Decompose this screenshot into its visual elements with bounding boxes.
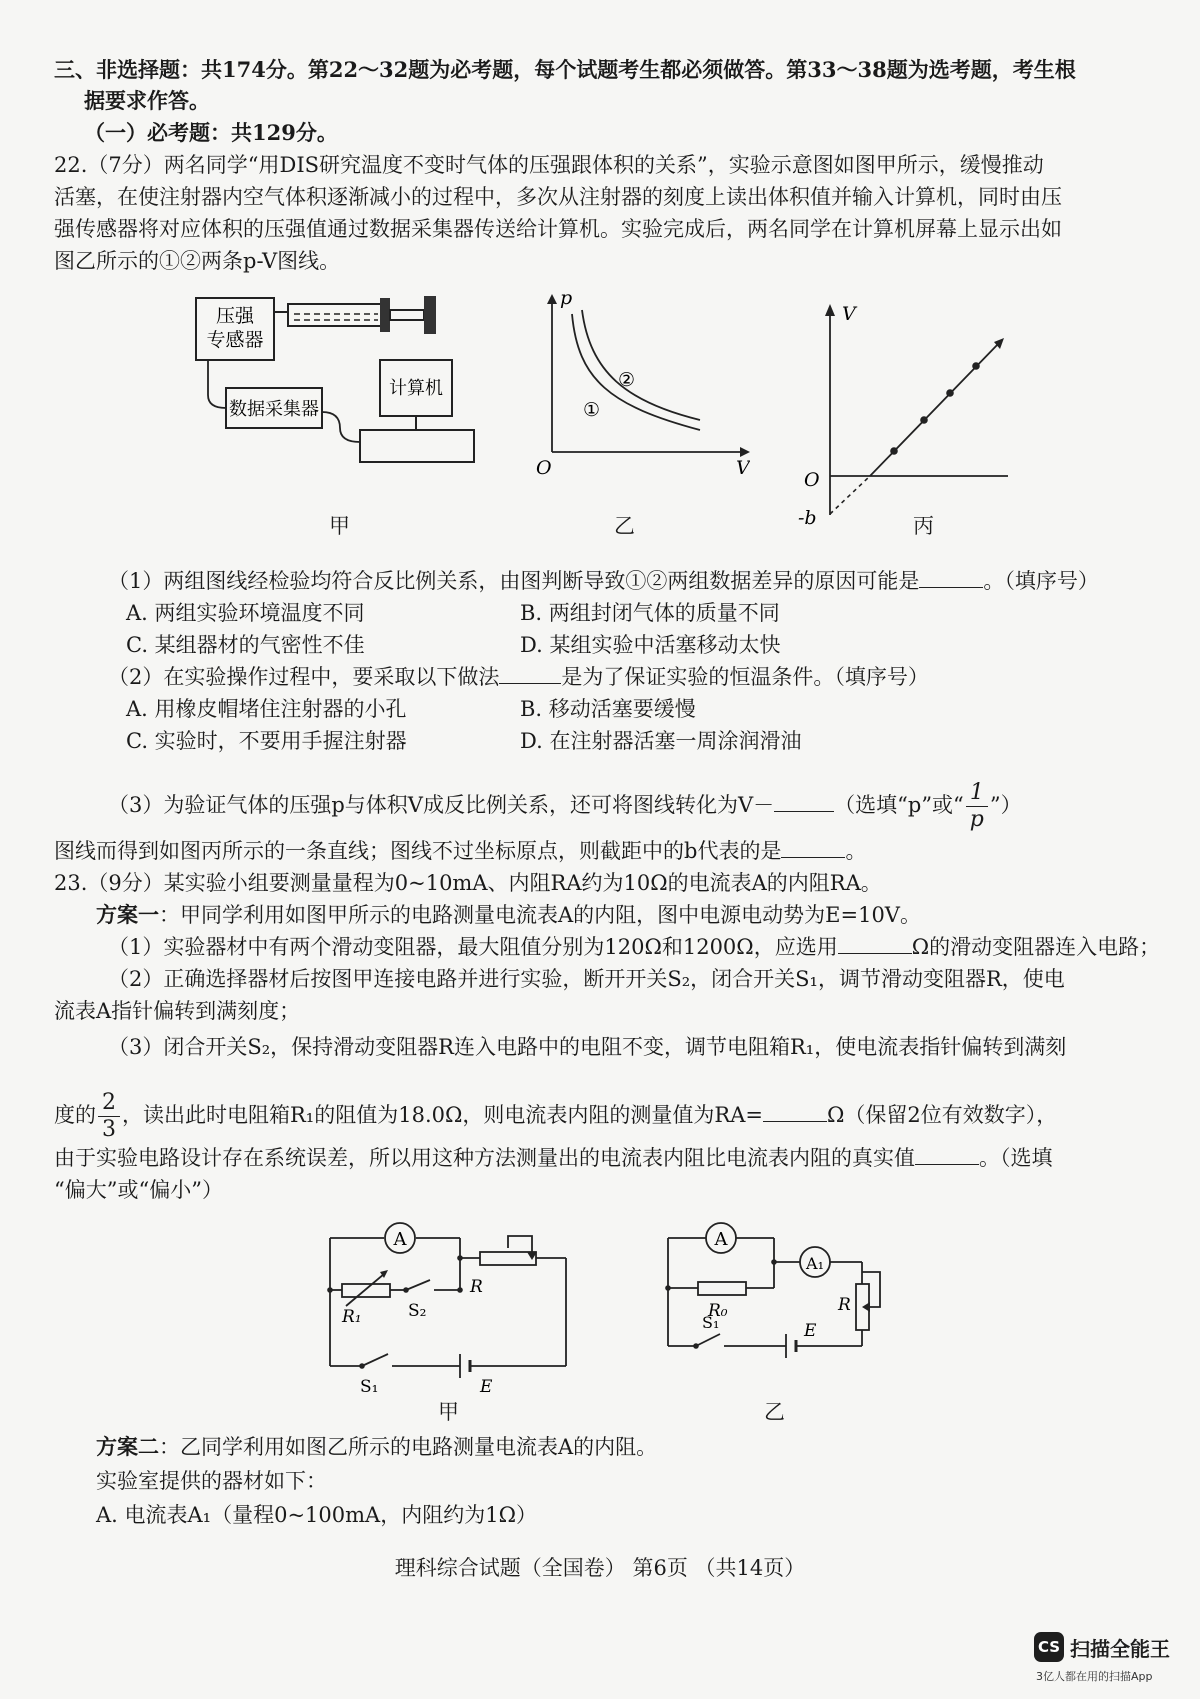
resistor-box-r1-label: R₁ [342,1307,362,1327]
ammeter-a1-label: A₁ [806,1254,824,1273]
fraction-numerator: 1 [966,780,988,807]
q22-part1-text: （1）两组图线经检验均符合反比例关系，由图判断导致①②两组数据差异的原因可能是 [108,569,920,593]
answer-blank[interactable] [915,1144,979,1165]
fraction-one-over-p [966,780,988,833]
q23-step1 [108,932,1160,962]
switch-s1-label: S₁ [360,1377,379,1397]
step1-tail: Ω的滑动变阻器连入电路； [911,935,1161,959]
switch-s2 [406,1280,430,1290]
v-axis-label: V [842,303,856,325]
q22-part3-line2-tail: 。 [845,839,867,863]
q22-part1-option-b: B. 两组封闭气体的质量不同 [520,601,780,625]
plan1-text: ：甲同学利用如图甲所示的电路测量电流表A的内阻，图中电源电动势为E=10V。 [159,903,921,927]
curve-2-label: ② [618,369,636,391]
fraction-two-thirds [98,1090,120,1143]
q23-step3-line1: （3）闭合开关S₂，保持滑动变阻器R连入电路中的电阻不变，调节电阻箱R₁，使电流表指针偏转到满刻 [108,1035,1067,1059]
figure-bing-graph [790,300,1030,540]
figure-jia-caption: 甲 [329,514,350,538]
answer-blank[interactable] [499,663,561,684]
q22-part2-option-a: A. 用橡皮帽堵住注射器的小孔 [126,697,407,721]
q22-part2-option-b: B. 移动活塞要缓慢 [520,697,696,721]
circuit-yi-caption: 乙 [764,1400,785,1424]
q22-part3-choice: （选填“p”或“ [834,793,964,817]
origin-label: O [804,469,820,491]
q22-part2-stem [108,662,929,692]
origin-label: O [536,457,552,479]
rheostat-r [480,1252,536,1265]
step1-text: （1）实验器材中有两个滑动变阻器，最大阻值分别为120Ω和1200Ω，应选用 [108,935,838,959]
q22-stem-line1: 22.（7分）两名同学“用DIS研究温度不变时气体的压强跟体积的关系”，实验示意图如图甲所示，缓慢推动 [54,153,1044,177]
section-heading-line1: 三、非选择题：共174分。第22～32题为必考题，每个试题考生都必须做答。第33～38题为选考题，考生根 [54,57,1076,82]
circuit-jia-caption: 甲 [438,1400,459,1424]
step3-text-c: Ω（保留2位有效数字）， [826,1103,1058,1127]
plan1-label: 方案一 [96,902,159,927]
intercept-label: -b [798,507,817,529]
computer-label: 计算机 [389,378,443,399]
q23-step3-line4: “偏大”或“偏小”） [54,1178,223,1202]
answer-blank[interactable] [781,837,845,858]
q23-step2-line1: （2）正确选择器材后按图甲连接电路并进行实验，断开开关S₂，闭合开关S₁，调节滑动变阻器R，使电 [108,967,1065,991]
step3-text-d: 由于实验电路设计存在系统误差，所以用这种方法测量出的电流表内阻比电流表内阻的真实值 [54,1146,915,1170]
camscanner-logo: CS [1034,1632,1064,1662]
q23-step2-line2: 流表A指针偏转到满刻度； [54,999,301,1023]
sensor-label-line1: 压强 [215,305,255,327]
data-point [946,389,954,397]
resistor-r0 [698,1282,746,1295]
ammeter-a-label: A [714,1229,728,1250]
figure-jia-apparatus [190,290,490,510]
q23-plan2 [96,1432,657,1462]
rheostat-r-label: R [838,1295,851,1315]
answer-blank[interactable] [919,567,983,588]
plan2-label: 方案二 [96,1434,159,1459]
figure-yi-pv-graph [530,290,750,490]
resistor-box-r1 [342,1284,390,1297]
q23-equipment-intro: 实验室提供的器材如下： [96,1469,327,1493]
q22-part2-text: （2）在实验操作过程中，要采取以下做法 [108,665,500,689]
q22-part2-option-d: D. 在注射器活塞一周涂润滑油 [520,729,802,753]
camscanner-name: 扫描全能王 [1070,1637,1170,1661]
q22-part3-close: ”） [989,793,1022,817]
battery-e-label: E [480,1377,493,1397]
step3-text-e: 。（选填 [979,1146,1053,1170]
syringe [274,296,436,334]
data-point [972,362,980,370]
data-point [920,416,928,424]
q23-step3-line2 [54,1090,1057,1143]
curve-1-label: ① [583,399,601,421]
q22-stem-line4: 图乙所示的①②两条p-V图线。 [54,249,341,273]
q22-part2-tail: 是为了保证实验的恒温条件。（填序号） [561,665,929,689]
p-axis-label: p [560,290,573,309]
q22-part1-tail: 。（填序号） [983,569,1099,593]
q22-stem-line3: 强传感器将对应体积的压强值通过数据采集器传送给计算机。实验完成后，两名同学在计算机屏幕上显示出如 [54,217,1062,241]
fraction-denominator: p [969,807,984,832]
data-line [870,342,1000,476]
q22-part1-option-d: D. 某组实验中活塞移动太快 [520,633,781,657]
ammeter-a-label: A [393,1229,407,1250]
section-heading-line2: 据要求作答。 [84,88,210,113]
rheostat-r-label: R [470,1277,483,1297]
answer-blank[interactable] [774,791,834,812]
circuit-jia [310,1210,580,1400]
camscanner-tagline: 3亿人都在用的扫描App [1036,1670,1153,1683]
q23-plan1 [96,900,921,930]
q22-part3-line2 [54,836,866,866]
step3-text-b: ，读出此时电阻箱R₁的阻值为18.0Ω，则电流表内阻的测量值为RA= [122,1103,763,1127]
q22-part1-option-c: C. 某组器材的气密性不佳 [126,633,365,657]
q23-step3-line3 [54,1143,1053,1173]
switch-s1 [362,1354,388,1366]
step3-text-a: 度的 [54,1103,96,1127]
battery-e-label: E [804,1321,817,1341]
switch-s2-label: S₂ [408,1301,427,1321]
plan2-text: ：乙同学利用如图乙所示的电路测量电流表A的内阻。 [159,1435,658,1459]
extrapolated-line [830,476,870,514]
answer-blank[interactable] [838,933,912,954]
q22-part3-text: （3）为验证气体的压强p与体积V成反比例关系，还可将图线转化为V－ [108,793,775,817]
q22-stem-line2: 活塞，在使注射器内空气体积逐渐减小的过程中，多次从注射器的刻度上读出体积值并输入计算机，同时由压 [54,185,1062,209]
page-footer: 理科综合试题（全国卷） 第6页 （共14页） [394,1556,806,1580]
resistor-r0-label: R₀ [708,1301,728,1321]
computer [360,360,474,462]
q22-part1-stem [108,566,1099,596]
figure-bing-caption: 丙 [913,514,934,538]
subsection-heading: （一）必考题：共129分。 [84,120,338,145]
q22-part3-stem [108,780,1022,833]
circuit-yi [656,1210,906,1380]
fraction-denominator: 3 [102,1117,116,1142]
v-axis-label: V [736,457,750,479]
q23-stem: 23.（9分）某实验小组要测量量程为0~10mA、内阻RA约为10Ω的电流表A的内阻RA。 [54,871,882,895]
data-point [890,447,898,455]
switch-s1-label: S₁ [702,1313,720,1332]
switch-s1 [696,1334,720,1346]
q22-part2-option-c: C. 实验时，不要用手握注射器 [126,729,407,753]
sensor-label-line2: 专感器 [206,329,264,351]
collector-label: 数据采集器 [229,399,319,420]
q23-equipment-a: A. 电流表A₁（量程0~100mA，内阻约为1Ω） [96,1503,537,1527]
q22-part1-option-a: A. 两组实验环境温度不同 [126,601,365,625]
q22-part3-line2-text: 图线而得到如图丙所示的一条直线；图线不过坐标原点，则截距中的b代表的是 [54,839,782,863]
figure-yi-caption: 乙 [614,514,635,538]
fraction-numerator: 2 [98,1090,120,1117]
answer-blank[interactable] [763,1101,827,1122]
